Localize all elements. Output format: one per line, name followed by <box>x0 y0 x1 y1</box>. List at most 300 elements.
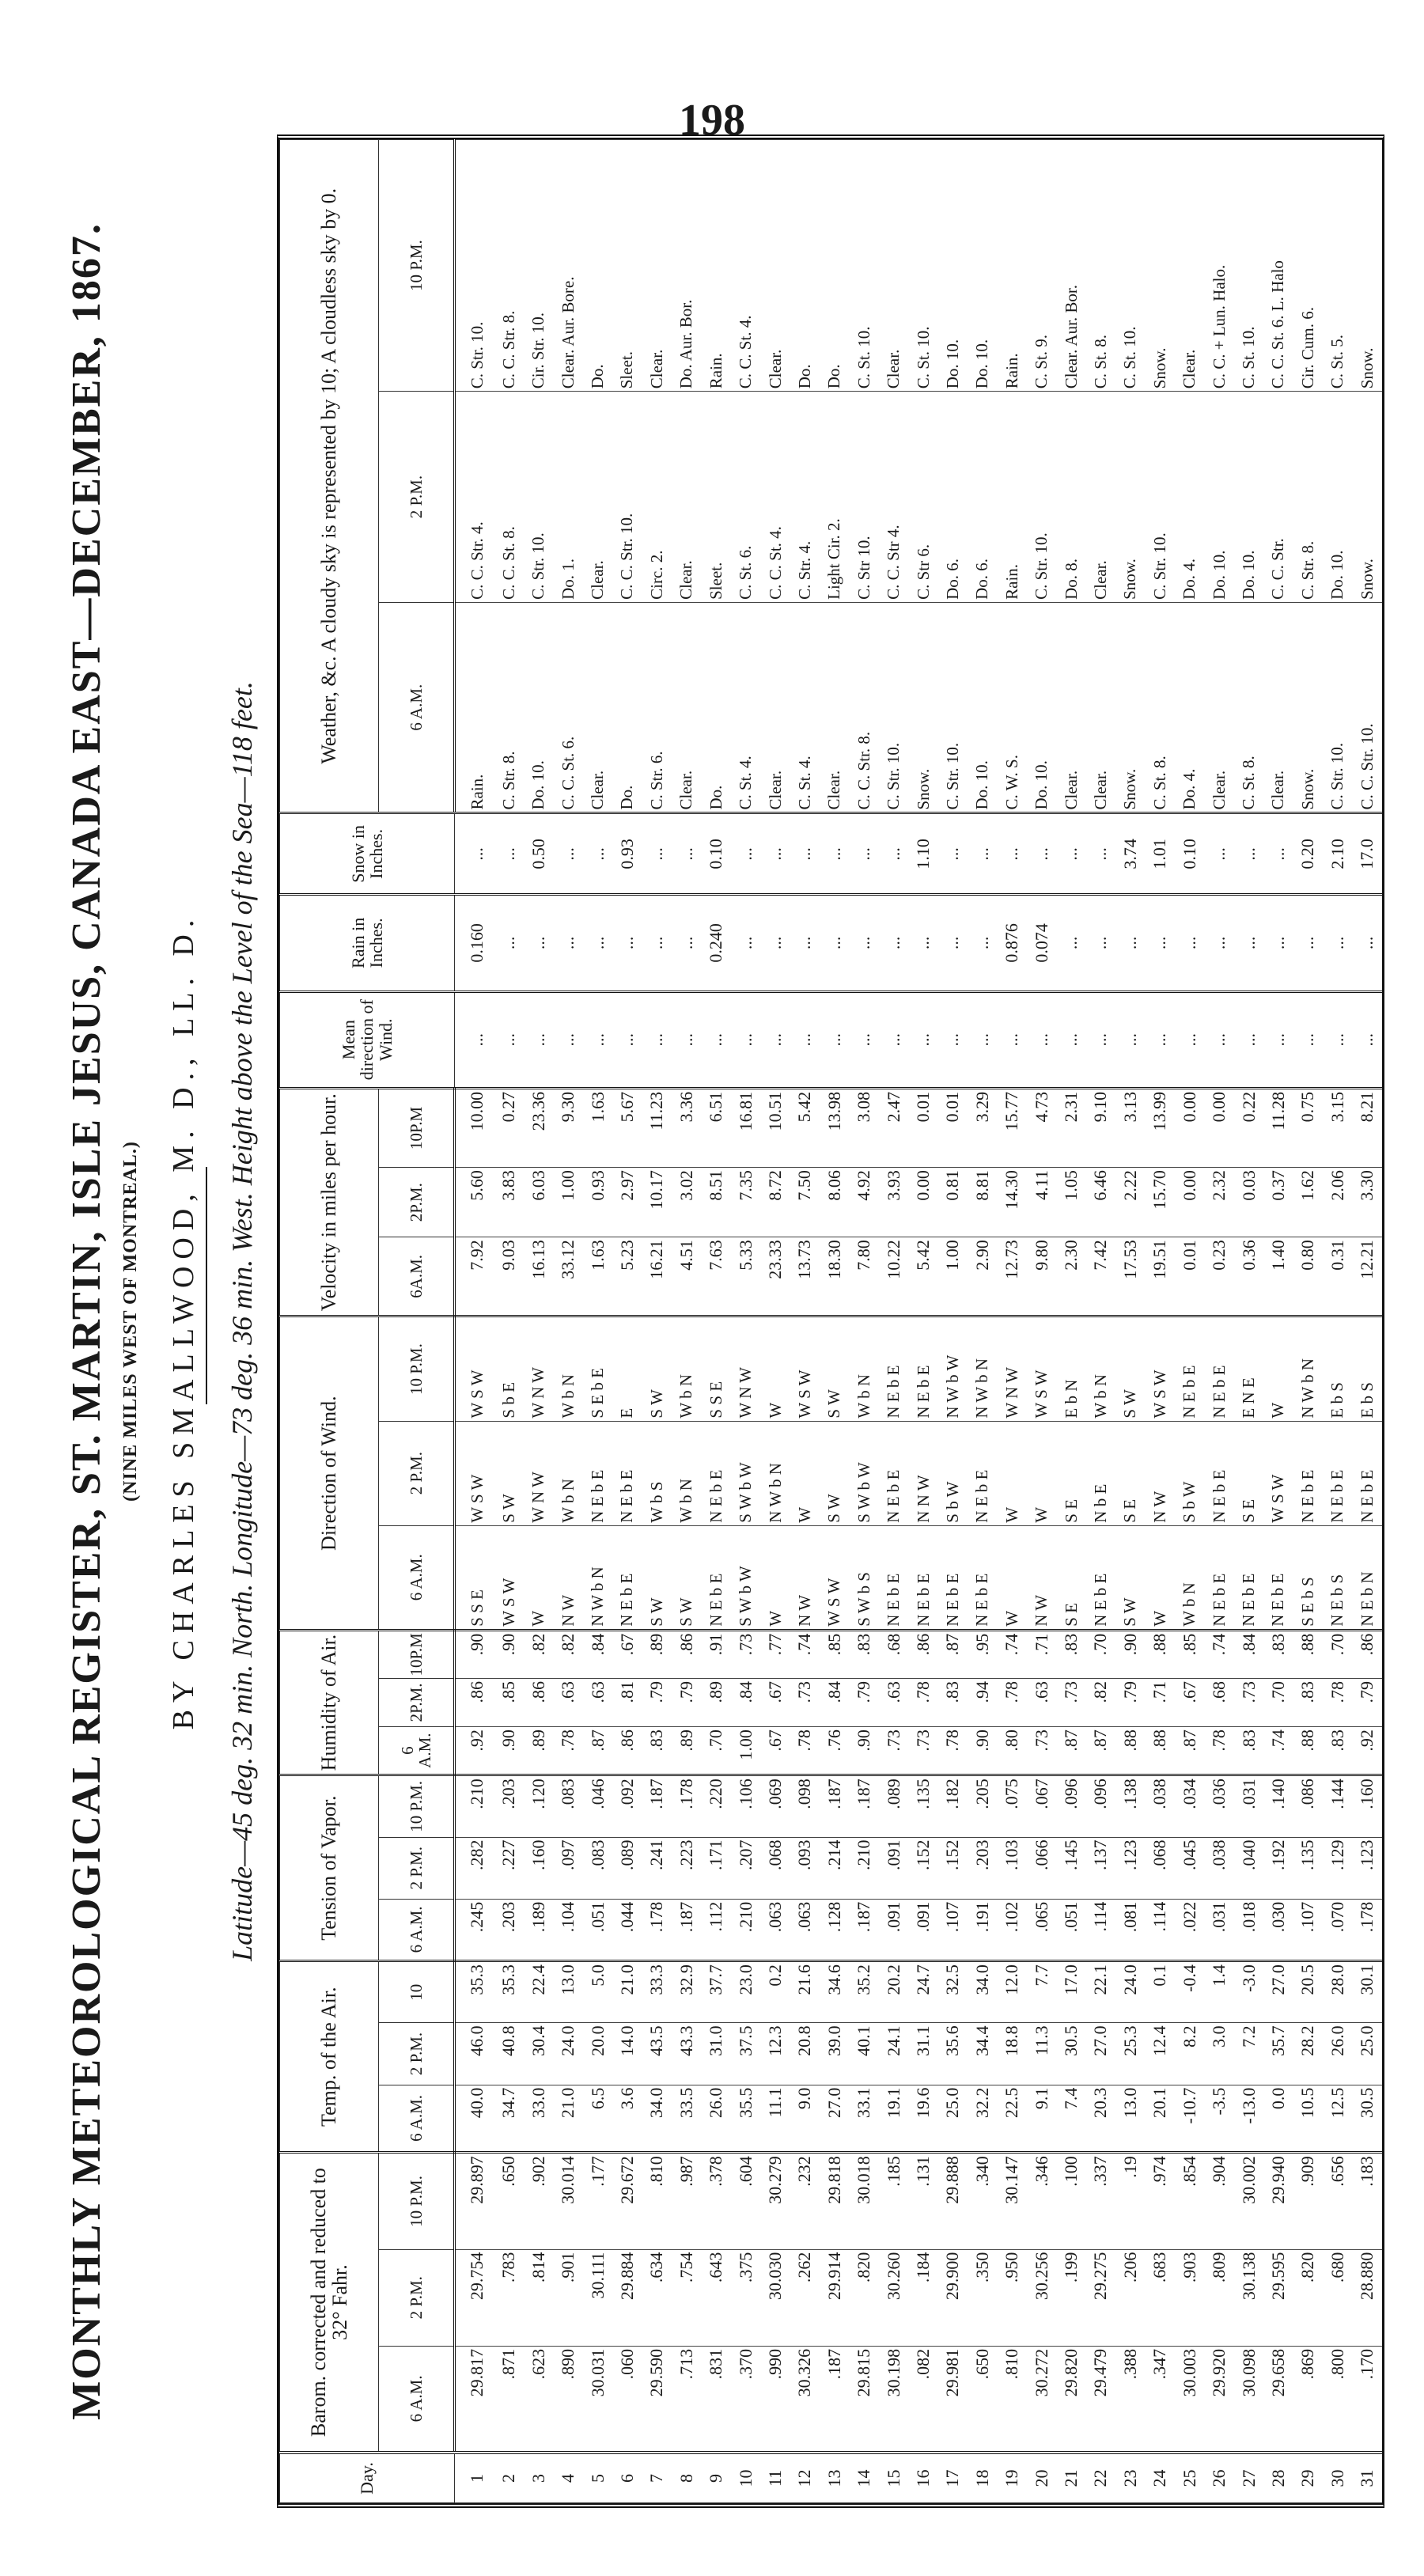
cell-temp-10pm: 34.6 <box>820 1961 849 2023</box>
cell-velocity-2pm: 5.60 <box>455 1168 494 1237</box>
cell-weather-6am: Do. 10. <box>524 602 553 813</box>
header-weather: Weather, &c. A cloudy sky is represented by 10; A cloudless sky by 0. <box>280 140 379 814</box>
cell-vapor-2pm: .135 <box>1293 1837 1323 1899</box>
cell-vapor-6am: .063 <box>760 1899 790 1960</box>
cell-vapor-2pm: .227 <box>494 1837 524 1899</box>
cell-barom-6am: .869 <box>1293 2346 1323 2453</box>
cell-temp-6am: 19.1 <box>879 2085 908 2153</box>
cell-mean-wind: ... <box>790 991 820 1088</box>
cell-vapor-6am: .210 <box>731 1899 760 1960</box>
cell-velocity-10pm: 16.81 <box>731 1088 760 1167</box>
table-row <box>1352 140 1382 2503</box>
cell-weather-6am: C. St. 4. <box>790 602 820 813</box>
cell-weather-10pm: C. St. 5. <box>1323 140 1352 392</box>
cell-humidity-6am: 1.00 <box>731 1727 760 1775</box>
cell-wind-10pm: S b E <box>494 1316 524 1421</box>
cell-vapor-6am: .245 <box>455 1899 494 1960</box>
cell-velocity-10pm: 0.75 <box>1293 1088 1323 1167</box>
cell-vapor-6am: .191 <box>968 1899 997 1960</box>
cell-humidity-6am: .74 <box>1263 1727 1293 1775</box>
cell-wind-2pm: S W b W <box>731 1421 760 1525</box>
rotated-register <box>47 134 1392 2508</box>
cell-day: 22 <box>1086 2453 1115 2503</box>
cell-snow: ... <box>1086 813 1115 895</box>
cell-temp-10pm: 20.5 <box>1293 1961 1323 2023</box>
cell-vapor-6am: .104 <box>553 1899 582 1960</box>
cell-mean-wind: ... <box>642 991 672 1088</box>
cell-humidity-2pm: .78 <box>998 1678 1027 1726</box>
cell-temp-2pm: 31.0 <box>702 2023 731 2085</box>
cell-barom-6am: .082 <box>908 2346 937 2453</box>
cell-day: 15 <box>879 2453 908 2503</box>
cell-vapor-2pm: .160 <box>524 1837 553 1899</box>
cell-velocity-2pm: 8.72 <box>760 1168 790 1237</box>
cell-barom-6am: .170 <box>1352 2346 1382 2453</box>
header-snow: Snow in Inches. <box>280 813 455 895</box>
cell-velocity-6am: 19.51 <box>1146 1237 1175 1316</box>
cell-barom-2pm: 29.275 <box>1086 2249 1115 2346</box>
cell-velocity-6am: 7.92 <box>455 1237 494 1316</box>
cell-velocity-2pm: 0.37 <box>1263 1168 1293 1237</box>
cell-vapor-10pm: .205 <box>968 1775 997 1837</box>
cell-weather-6am: Do. <box>612 602 642 813</box>
cell-humidity-2pm: .67 <box>760 1678 790 1726</box>
cell-humidity-2pm: .63 <box>583 1678 612 1726</box>
cell-barom-2pm: .680 <box>1323 2249 1352 2346</box>
register-table <box>279 139 1382 2503</box>
cell-humidity-10pm: .95 <box>968 1630 997 1678</box>
subheader-barom-10pm: 10 P.M. <box>379 2153 455 2249</box>
cell-snow: ... <box>583 813 612 895</box>
cell-wind-10pm: N W b W <box>938 1316 968 1421</box>
cell-barom-10pm: .183 <box>1352 2153 1382 2249</box>
table-row <box>760 140 790 2503</box>
cell-wind-6am: N W <box>553 1525 582 1630</box>
cell-barom-10pm: .974 <box>1146 2153 1175 2249</box>
cell-snow: ... <box>968 813 997 895</box>
cell-vapor-2pm: .145 <box>1056 1837 1085 1899</box>
cell-wind-6am: N E b E <box>1263 1525 1293 1630</box>
cell-humidity-10pm: .68 <box>879 1630 908 1678</box>
cell-wind-6am: N E b E <box>1234 1525 1263 1630</box>
cell-temp-6am: 12.5 <box>1323 2085 1352 2153</box>
cell-velocity-6am: 1.63 <box>583 1237 612 1316</box>
cell-temp-10pm: 35.3 <box>455 1961 494 2023</box>
cell-humidity-6am: .78 <box>790 1727 820 1775</box>
cell-vapor-6am: .187 <box>672 1899 701 1960</box>
cell-vapor-10pm: .086 <box>1293 1775 1323 1837</box>
cell-rain: ... <box>1115 895 1145 991</box>
cell-barom-6am: 29.920 <box>1204 2346 1233 2453</box>
cell-velocity-6am: 0.80 <box>1293 1237 1323 1316</box>
cell-snow: 1.10 <box>908 813 937 895</box>
cell-temp-2pm: 24.0 <box>553 2023 582 2085</box>
header-barometer: Barom. corrected and reduced to 32° Fahr. <box>280 2153 379 2453</box>
cell-humidity-2pm: .89 <box>702 1678 731 1726</box>
cell-vapor-6am: .030 <box>1263 1899 1293 1960</box>
cell-rain: ... <box>820 895 849 991</box>
cell-humidity-10pm: .90 <box>1115 1630 1145 1678</box>
cell-mean-wind: ... <box>879 991 908 1088</box>
cell-temp-10pm: 22.1 <box>1086 1961 1115 2023</box>
cell-velocity-2pm: 3.83 <box>494 1168 524 1237</box>
cell-day: 4 <box>553 2453 582 2503</box>
header-wind-direction: Direction of Wind. <box>280 1316 379 1630</box>
cell-vapor-2pm: .083 <box>583 1837 612 1899</box>
header-velocity: Velocity in miles per hour. <box>280 1088 379 1316</box>
subheader-humidity-6am: 6 A.M. <box>379 1727 455 1775</box>
cell-weather-10pm: Rain. <box>998 140 1027 392</box>
cell-barom-2pm: .262 <box>790 2249 820 2346</box>
cell-velocity-10pm: 0.22 <box>1234 1088 1263 1167</box>
cell-temp-10pm: 24.7 <box>908 1961 937 2023</box>
cell-humidity-2pm: .83 <box>938 1678 968 1726</box>
cell-velocity-10pm: 15.77 <box>998 1088 1027 1167</box>
cell-velocity-10pm: 13.98 <box>820 1088 849 1167</box>
cell-barom-10pm: .346 <box>1027 2153 1056 2249</box>
cell-barom-6am: 29.820 <box>1056 2346 1085 2453</box>
cell-weather-6am: C. St. 4. <box>731 602 760 813</box>
cell-barom-2pm: .754 <box>672 2249 701 2346</box>
cell-weather-2pm: Clear. <box>1086 392 1115 603</box>
cell-humidity-10pm: .71 <box>1027 1630 1056 1678</box>
cell-day: 26 <box>1204 2453 1233 2503</box>
cell-rain: ... <box>850 895 879 991</box>
cell-weather-10pm: Clear. <box>1175 140 1204 392</box>
cell-humidity-10pm: .90 <box>494 1630 524 1678</box>
cell-humidity-10pm: .88 <box>1146 1630 1175 1678</box>
cell-wind-2pm: W <box>998 1421 1027 1525</box>
cell-velocity-2pm: 4.92 <box>850 1168 879 1237</box>
cell-humidity-2pm: .79 <box>850 1678 879 1726</box>
cell-velocity-2pm: 14.30 <box>998 1168 1027 1237</box>
cell-wind-6am: N W <box>790 1525 820 1630</box>
cell-wind-2pm: S W b W <box>850 1421 879 1525</box>
cell-wind-10pm: N E b E <box>1204 1316 1233 1421</box>
cell-snow: ... <box>820 813 849 895</box>
cell-weather-2pm: Do. 4. <box>1175 392 1204 603</box>
cell-velocity-2pm: 2.06 <box>1323 1168 1352 1237</box>
cell-humidity-2pm: .94 <box>968 1678 997 1726</box>
cell-temp-10pm: 30.1 <box>1352 1961 1382 2023</box>
cell-vapor-10pm: .138 <box>1115 1775 1145 1837</box>
cell-snow: ... <box>455 813 494 895</box>
cell-wind-2pm: W N W <box>524 1421 553 1525</box>
subheader-barom-6am: 6 A.M. <box>379 2346 455 2453</box>
table-row <box>524 140 553 2503</box>
cell-humidity-6am: .73 <box>908 1727 937 1775</box>
cell-wind-6am: N E b E <box>879 1525 908 1630</box>
cell-snow: 1.01 <box>1146 813 1175 895</box>
cell-vapor-10pm: .210 <box>455 1775 494 1837</box>
cell-snow: ... <box>731 813 760 895</box>
subheader-vapor-10pm: 10 P.M. <box>379 1775 455 1837</box>
cell-mean-wind: ... <box>1146 991 1175 1088</box>
cell-temp-6am: 30.5 <box>1352 2085 1382 2153</box>
cell-velocity-2pm: 3.02 <box>672 1168 701 1237</box>
cell-temp-6am: 7.4 <box>1056 2085 1085 2153</box>
cell-velocity-2pm: 8.51 <box>702 1168 731 1237</box>
cell-velocity-6am: 9.80 <box>1027 1237 1056 1316</box>
cell-temp-6am: 9.1 <box>1027 2085 1056 2153</box>
subheader-velocity-6am: 6A.M. <box>379 1237 455 1316</box>
cell-wind-10pm: W N W <box>524 1316 553 1421</box>
cell-velocity-10pm: 5.67 <box>612 1088 642 1167</box>
cell-day: 25 <box>1175 2453 1204 2503</box>
cell-barom-6am: .060 <box>612 2346 642 2453</box>
cell-rain: ... <box>672 895 701 991</box>
cell-vapor-6am: .102 <box>998 1899 1027 1960</box>
cell-temp-10pm: 23.0 <box>731 1961 760 2023</box>
header-mean-wind: Mean direction of Wind. <box>280 991 455 1088</box>
subheader-temp-10pm: 10 <box>379 1961 455 2023</box>
cell-weather-10pm: Do. <box>583 140 612 392</box>
register-table-frame <box>277 134 1384 2508</box>
cell-rain: ... <box>1175 895 1204 991</box>
cell-vapor-10pm: .034 <box>1175 1775 1204 1837</box>
cell-temp-6am: 27.0 <box>820 2085 849 2153</box>
cell-weather-10pm: C. C. Str. 8. <box>494 140 524 392</box>
cell-humidity-2pm: .84 <box>731 1678 760 1726</box>
cell-weather-6am: Snow. <box>1115 602 1145 813</box>
cell-velocity-2pm: 6.03 <box>524 1168 553 1237</box>
cell-velocity-6am: 16.21 <box>642 1237 672 1316</box>
table-row <box>968 140 997 2503</box>
cell-day: 16 <box>908 2453 937 2503</box>
cell-rain: ... <box>524 895 553 991</box>
cell-wind-2pm: W b N <box>553 1421 582 1525</box>
cell-day: 21 <box>1056 2453 1085 2503</box>
cell-barom-2pm: .820 <box>1293 2249 1323 2346</box>
cell-vapor-2pm: .093 <box>790 1837 820 1899</box>
cell-barom-10pm: .987 <box>672 2153 701 2249</box>
register-subtitle: (NINE MILES WEST OF MONTREAL.) <box>120 1141 141 1502</box>
table-row <box>553 140 582 2503</box>
cell-barom-6am: 30.326 <box>790 2346 820 2453</box>
table-row <box>1293 140 1323 2503</box>
cell-barom-10pm: 29.897 <box>455 2153 494 2249</box>
cell-mean-wind: ... <box>1056 991 1085 1088</box>
cell-barom-6am: .990 <box>760 2346 790 2453</box>
cell-temp-10pm: 21.0 <box>612 1961 642 2023</box>
cell-vapor-6am: .112 <box>702 1899 731 1960</box>
cell-vapor-10pm: .031 <box>1234 1775 1263 1837</box>
cell-weather-6am: C. C. St. 6. <box>553 602 582 813</box>
cell-temp-2pm: 25.3 <box>1115 2023 1145 2085</box>
cell-temp-2pm: 40.8 <box>494 2023 524 2085</box>
cell-barom-10pm: .904 <box>1204 2153 1233 2249</box>
table-row <box>1115 140 1145 2503</box>
cell-wind-10pm: W S W <box>790 1316 820 1421</box>
cell-vapor-6am: .070 <box>1323 1899 1352 1960</box>
cell-rain: 0.240 <box>702 895 731 991</box>
cell-weather-6am: Clear. <box>1056 602 1085 813</box>
cell-rain: ... <box>642 895 672 991</box>
table-row <box>642 140 672 2503</box>
cell-humidity-6am: .78 <box>938 1727 968 1775</box>
cell-velocity-2pm: 0.03 <box>1234 1168 1263 1237</box>
cell-vapor-10pm: .098 <box>790 1775 820 1837</box>
header-humidity: Humidity of Air. <box>280 1630 379 1775</box>
cell-humidity-10pm: .91 <box>702 1630 731 1678</box>
cell-temp-6am: 33.5 <box>672 2085 701 2153</box>
cell-humidity-2pm: .83 <box>1293 1678 1323 1726</box>
cell-wind-2pm: N E b E <box>1352 1421 1382 1525</box>
cell-barom-6am: 29.815 <box>850 2346 879 2453</box>
cell-vapor-6am: .051 <box>1056 1899 1085 1960</box>
cell-mean-wind: ... <box>1323 991 1352 1088</box>
cell-weather-2pm: C. Str. 8. <box>1293 392 1323 603</box>
cell-velocity-2pm: 8.06 <box>820 1168 849 1237</box>
cell-mean-wind: ... <box>612 991 642 1088</box>
table-row <box>1146 140 1175 2503</box>
cell-wind-2pm: W S W <box>1263 1421 1293 1525</box>
cell-day: 7 <box>642 2453 672 2503</box>
cell-humidity-10pm: .67 <box>612 1630 642 1678</box>
cell-velocity-2pm: 0.00 <box>908 1168 937 1237</box>
cell-humidity-2pm: .68 <box>1204 1678 1233 1726</box>
cell-velocity-10pm: 2.47 <box>879 1088 908 1167</box>
cell-velocity-6am: 18.30 <box>820 1237 849 1316</box>
cell-day: 17 <box>938 2453 968 2503</box>
cell-mean-wind: ... <box>1234 991 1263 1088</box>
cell-temp-2pm: 11.3 <box>1027 2023 1056 2085</box>
cell-rain: ... <box>908 895 937 991</box>
cell-barom-10pm: 29.818 <box>820 2153 849 2249</box>
cell-barom-10pm: .902 <box>524 2153 553 2249</box>
cell-mean-wind: ... <box>494 991 524 1088</box>
cell-mean-wind: ... <box>524 991 553 1088</box>
cell-vapor-6am: .018 <box>1234 1899 1263 1960</box>
cell-vapor-6am: .114 <box>1086 1899 1115 1960</box>
cell-temp-2pm: 35.7 <box>1263 2023 1293 2085</box>
cell-vapor-6am: .107 <box>938 1899 968 1960</box>
cell-humidity-6am: .92 <box>455 1727 494 1775</box>
cell-temp-6am: 34.7 <box>494 2085 524 2153</box>
cell-humidity-6am: .92 <box>1352 1727 1382 1775</box>
cell-barom-6am: .800 <box>1323 2346 1352 2453</box>
cell-temp-2pm: 3.0 <box>1204 2023 1233 2085</box>
cell-wind-6am: W <box>524 1525 553 1630</box>
cell-rain: ... <box>1234 895 1263 991</box>
cell-temp-2pm: 20.8 <box>790 2023 820 2085</box>
cell-barom-10pm: 30.002 <box>1234 2153 1263 2249</box>
cell-vapor-2pm: .214 <box>820 1837 849 1899</box>
cell-barom-2pm: .809 <box>1204 2249 1233 2346</box>
cell-day: 24 <box>1146 2453 1175 2503</box>
cell-rain: ... <box>1323 895 1352 991</box>
cell-humidity-10pm: .83 <box>850 1630 879 1678</box>
cell-weather-6am: Clear. <box>1086 602 1115 813</box>
cell-temp-2pm: 24.1 <box>879 2023 908 2085</box>
cell-wind-10pm: W <box>760 1316 790 1421</box>
cell-barom-6am: .370 <box>731 2346 760 2453</box>
cell-velocity-2pm: 1.05 <box>1056 1168 1085 1237</box>
cell-weather-2pm: Sleet. <box>702 392 731 603</box>
cell-weather-6am: Do. 10. <box>1027 602 1056 813</box>
cell-snow: ... <box>494 813 524 895</box>
table-row <box>672 140 701 2503</box>
cell-temp-10pm: 21.6 <box>790 1961 820 2023</box>
cell-temp-6am: 13.0 <box>1115 2085 1145 2153</box>
cell-vapor-10pm: .140 <box>1263 1775 1293 1837</box>
cell-barom-2pm: 29.900 <box>938 2249 968 2346</box>
cell-temp-6am: -10.7 <box>1175 2085 1204 2153</box>
cell-temp-2pm: 30.5 <box>1056 2023 1085 2085</box>
cell-velocity-10pm: 23.36 <box>524 1088 553 1167</box>
page-number: 198 <box>679 96 745 145</box>
cell-day: 27 <box>1234 2453 1263 2503</box>
cell-weather-6am: Do. 10. <box>968 602 997 813</box>
cell-velocity-6am: 12.73 <box>998 1237 1027 1316</box>
cell-velocity-6am: 2.90 <box>968 1237 997 1316</box>
cell-vapor-2pm: .097 <box>553 1837 582 1899</box>
cell-day: 6 <box>612 2453 642 2503</box>
cell-humidity-6am: .70 <box>702 1727 731 1775</box>
cell-humidity-10pm: .83 <box>1056 1630 1085 1678</box>
cell-velocity-10pm: 0.00 <box>1175 1088 1204 1167</box>
cell-wind-2pm: N E b E <box>879 1421 908 1525</box>
cell-humidity-6am: .87 <box>583 1727 612 1775</box>
cell-rain: ... <box>1293 895 1323 991</box>
cell-temp-10pm: 35.2 <box>850 1961 879 2023</box>
cell-weather-10pm: Do. <box>790 140 820 392</box>
cell-temp-6am: 11.1 <box>760 2085 790 2153</box>
cell-barom-10pm: 30.279 <box>760 2153 790 2249</box>
table-row <box>1175 140 1204 2503</box>
cell-velocity-10pm: 6.51 <box>702 1088 731 1167</box>
cell-humidity-10pm: .70 <box>1323 1630 1352 1678</box>
cell-humidity-2pm: .63 <box>879 1678 908 1726</box>
cell-barom-2pm: .903 <box>1175 2249 1204 2346</box>
cell-weather-10pm: Do. Aur. Bor. <box>672 140 701 392</box>
cell-barom-6am: .187 <box>820 2346 849 2453</box>
cell-mean-wind: ... <box>553 991 582 1088</box>
register-title: MONTHLY METEOROLOGICAL REGISTER, ST. MARTIN, ISLE JESUS, CANADA EAST—DECEMBER, 1867. <box>64 222 109 2420</box>
cell-vapor-6am: .091 <box>879 1899 908 1960</box>
cell-velocity-10pm: 3.15 <box>1323 1088 1352 1167</box>
cell-humidity-2pm: .73 <box>790 1678 820 1726</box>
cell-velocity-10pm: 0.27 <box>494 1088 524 1167</box>
cell-vapor-2pm: .152 <box>938 1837 968 1899</box>
cell-temp-6am: 40.0 <box>455 2085 494 2153</box>
cell-wind-10pm: W N W <box>998 1316 1027 1421</box>
cell-barom-10pm: .340 <box>968 2153 997 2249</box>
cell-weather-6am: Clear. <box>760 602 790 813</box>
cell-temp-10pm: 35.3 <box>494 1961 524 2023</box>
cell-weather-2pm: Circ. 2. <box>642 392 672 603</box>
cell-temp-10pm: 32.5 <box>938 1961 968 2023</box>
cell-wind-2pm: N W b N <box>760 1421 790 1525</box>
cell-weather-6am: Clear. <box>672 602 701 813</box>
header-day: Day. <box>280 2453 455 2503</box>
cell-weather-2pm: Snow. <box>1115 392 1145 603</box>
cell-wind-10pm: N W b N <box>968 1316 997 1421</box>
cell-barom-2pm: .634 <box>642 2249 672 2346</box>
table-row <box>938 140 968 2503</box>
table-row <box>1086 140 1115 2503</box>
cell-temp-2pm: 7.2 <box>1234 2023 1263 2085</box>
cell-wind-10pm: E b N <box>1056 1316 1085 1421</box>
cell-vapor-10pm: .092 <box>612 1775 642 1837</box>
cell-velocity-10pm: 3.08 <box>850 1088 879 1167</box>
cell-barom-6am: .623 <box>524 2346 553 2453</box>
cell-rain: ... <box>1056 895 1085 991</box>
cell-temp-2pm: 30.4 <box>524 2023 553 2085</box>
cell-wind-10pm: S W <box>642 1316 672 1421</box>
subheader-humidity-10pm: 10P.M <box>379 1630 455 1678</box>
cell-temp-10pm: -0.4 <box>1175 1961 1204 2023</box>
